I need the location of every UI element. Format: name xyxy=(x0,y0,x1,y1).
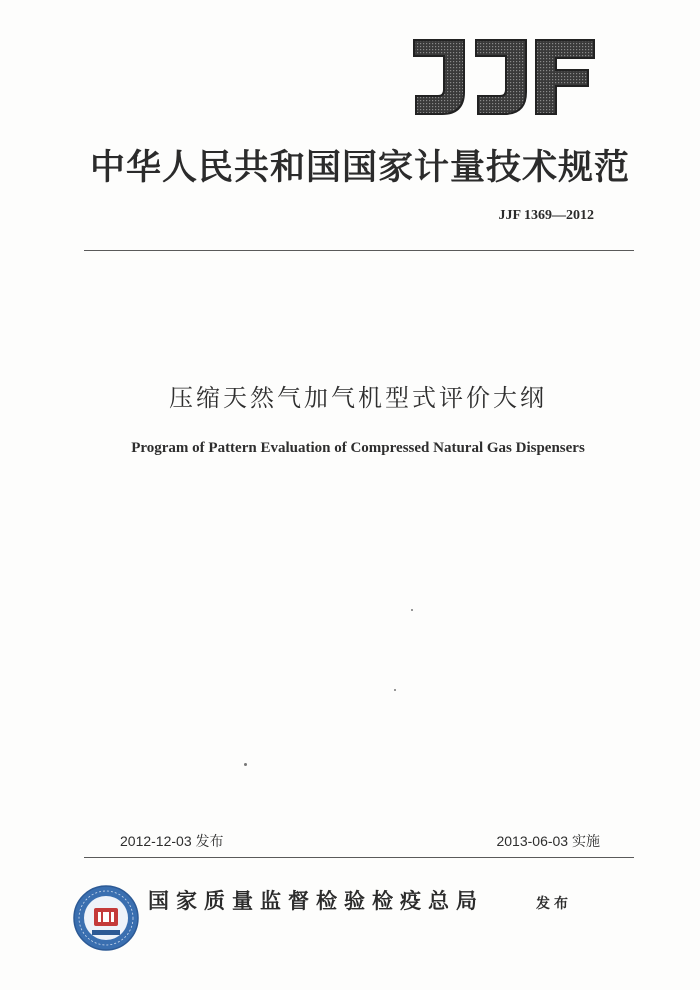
implementation-date: 2013-06-03 实施 xyxy=(496,833,600,849)
standard-number: JJF 1369—2012 xyxy=(498,208,594,223)
aqsiq-seal-icon xyxy=(72,884,140,952)
scan-speck xyxy=(411,609,413,611)
issuing-authority: 国家质量监督检验检疫总局 xyxy=(148,889,484,913)
jjf-logo xyxy=(408,34,598,120)
top-divider xyxy=(84,250,634,251)
document-title-chinese: 压缩天然气加气机型式评价大纲 xyxy=(169,384,547,412)
standard-category-title: 中华人民共和国国家计量技术规范 xyxy=(89,148,630,188)
issue-date: 2012-12-03 发布 xyxy=(120,833,224,849)
bottom-divider xyxy=(84,857,634,858)
scan-speck xyxy=(394,689,396,691)
issuing-authority-suffix: 发布 xyxy=(536,896,572,912)
document-title-english: Program of Pattern Evaluation of Compressed Natural Gas Dispensers xyxy=(131,440,585,456)
scan-speck xyxy=(244,763,247,766)
